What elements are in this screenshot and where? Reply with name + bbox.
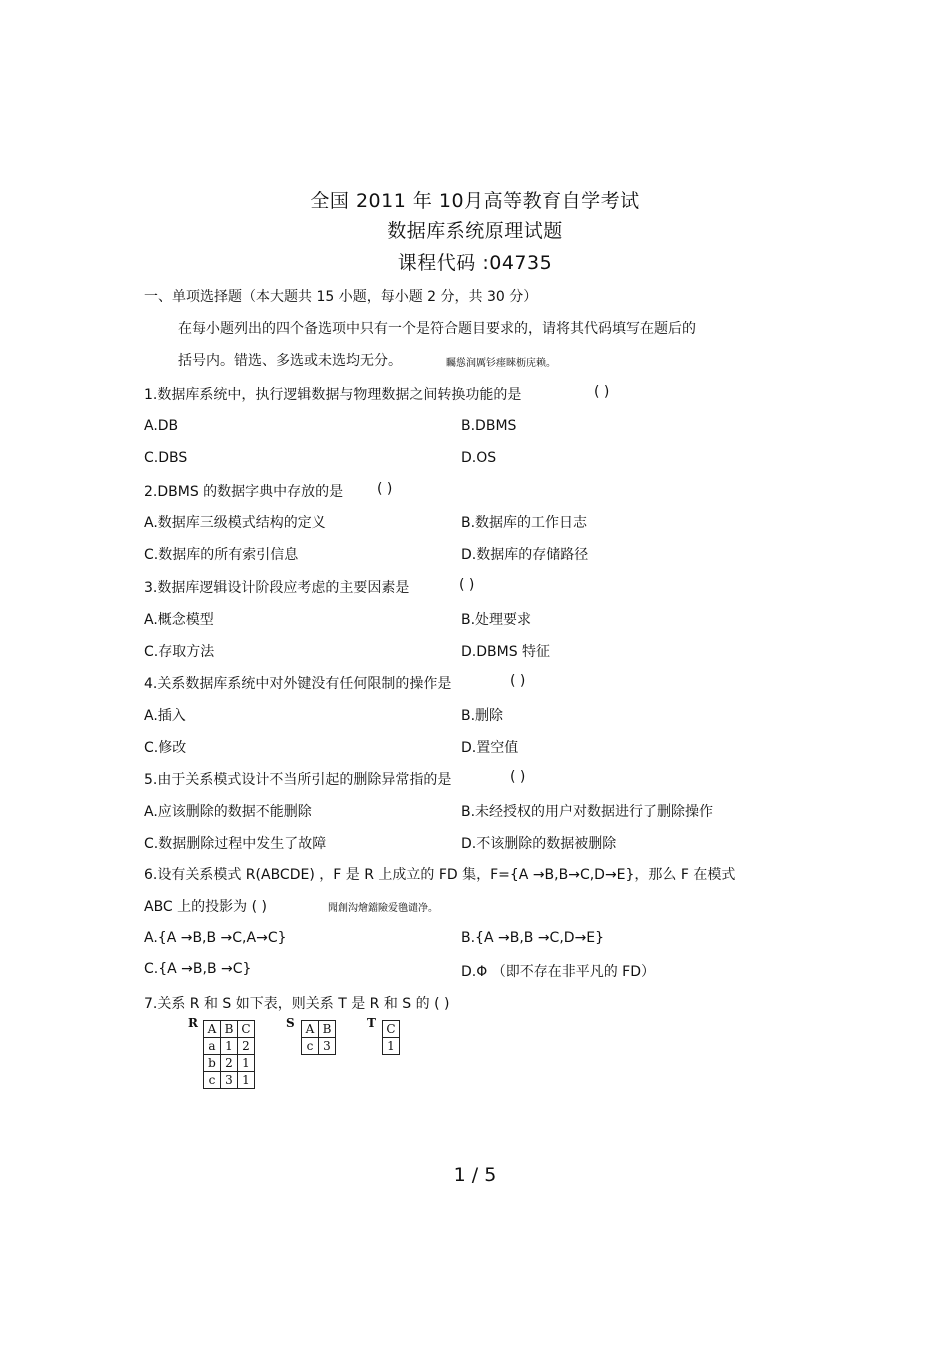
table-cell: c [302,1038,319,1055]
table-header-cell: C [383,1021,400,1038]
question-noise: 聞創沟燴鐺險爱氇谴净。 [328,903,438,914]
table-cell: 1 [238,1055,255,1072]
question-stem: 7.关系 R 和 S 如下表，则关系 T 是 R 和 S 的 ( ) [144,996,450,1012]
table-cell: 1 [221,1038,238,1055]
option-c: C.{A →B,B →C} [144,961,252,977]
table-header-row [302,1021,336,1038]
table-row [302,1038,336,1055]
table-header-row [383,1021,400,1038]
table-r-label: R [188,1016,198,1030]
option-d: D.置空值 [461,740,519,756]
option-a: A.应该删除的数据不能删除 [144,804,312,820]
option-c: C.DBS [144,450,188,466]
option-a: A.DB [144,418,179,434]
option-d: D.不该删除的数据被删除 [461,836,617,852]
table-cell: 2 [238,1038,255,1055]
option-c: C.存取方法 [144,644,215,660]
answer-bracket: ( ) [510,673,526,689]
question-stem: 6.设有关系模式 R(ABCDE) ，F 是 R 上成立的 FD 集，F={A →B,B→C,D→E}，那么 F 在模式 [144,867,736,883]
option-a: A.{A →B,B →C,A→C} [144,930,287,946]
section-heading: 一、单项选择题（本大题共 15 小题，每小题 2 分，共 30 分） [144,289,538,305]
option-a: A.插入 [144,708,186,724]
option-b: B.DBMS [461,418,517,434]
option-d: D.数据库的存储路径 [461,547,589,563]
table-cell: 3 [319,1038,336,1055]
option-b: B.删除 [461,708,504,724]
table-header-cell: A [302,1021,319,1038]
table-row [383,1038,400,1055]
option-d: D.Φ （即不存在非平凡的 FD） [461,964,655,980]
answer-bracket: ( ) [459,577,475,593]
table-cell: 3 [221,1072,238,1089]
table-header-cell: B [221,1021,238,1038]
table-row [204,1038,255,1055]
table-header-cell: A [204,1021,221,1038]
question-stem: 4.关系数据库系统中对外键没有任何限制的操作是 [144,676,452,692]
course-code: 课程代码 :04735 [397,252,553,274]
relation-table-s [301,1020,336,1055]
table-t-label: T [367,1016,376,1030]
option-d: D.OS [461,450,497,466]
option-d: D.DBMS 特征 [461,644,551,660]
exam-title: 全国 2011 年 10月高等教育自学考试 [310,190,640,212]
table-header-row [204,1021,255,1038]
relation-table-t [382,1020,400,1055]
question-stem: 3.数据库逻辑设计阶段应考虑的主要因素是 [144,580,410,596]
table-cell: 2 [221,1055,238,1072]
option-a: A.概念模型 [144,612,214,628]
option-c: C.修改 [144,740,187,756]
table-header-cell: C [238,1021,255,1038]
table-row [204,1055,255,1072]
table-cell: c [204,1072,221,1089]
question-stem-line2: ABC 上的投影为 ( ) [144,899,267,915]
exam-subject: 数据库系统原理试题 [387,220,563,242]
table-cell: 1 [238,1072,255,1089]
instruction-noise: 矚慫润厲钐瘗睞枥庑赖。 [446,358,556,369]
table-cell: a [204,1038,221,1055]
question-stem: 5.由于关系模式设计不当所引起的删除异常指的是 [144,772,452,788]
answer-bracket: ( ) [594,384,610,400]
question-stem: 2.DBMS 的数据字典中存放的是 [144,484,344,500]
table-cell: b [204,1055,221,1072]
option-b: B.{A →B,B →C,D→E} [461,930,605,946]
question-stem: 1.数据库系统中，执行逻辑数据与物理数据之间转换功能的是 [144,387,522,403]
option-c: C.数据库的所有索引信息 [144,547,299,563]
answer-bracket: ( ) [510,769,526,785]
option-b: B.未经授权的用户对数据进行了删除操作 [461,804,714,820]
instruction-line-2: 括号内。错选、多选或未选均无分。 [178,353,402,369]
table-header-cell: B [319,1021,336,1038]
page-number: 1 / 5 [453,1164,497,1186]
table-s-label: S [286,1016,295,1030]
instruction-line-1: 在每小题列出的四个备选项中只有一个是符合题目要求的，请将其代码填写在题后的 [178,321,696,337]
option-b: B.处理要求 [461,612,532,628]
option-b: B.数据库的工作日志 [461,515,588,531]
table-cell: 1 [383,1038,400,1055]
answer-bracket: ( ) [377,481,393,497]
relation-table-r [203,1020,255,1089]
option-c: C.数据删除过程中发生了故障 [144,836,327,852]
option-a: A.数据库三级模式结构的定义 [144,515,326,531]
table-row [204,1072,255,1089]
